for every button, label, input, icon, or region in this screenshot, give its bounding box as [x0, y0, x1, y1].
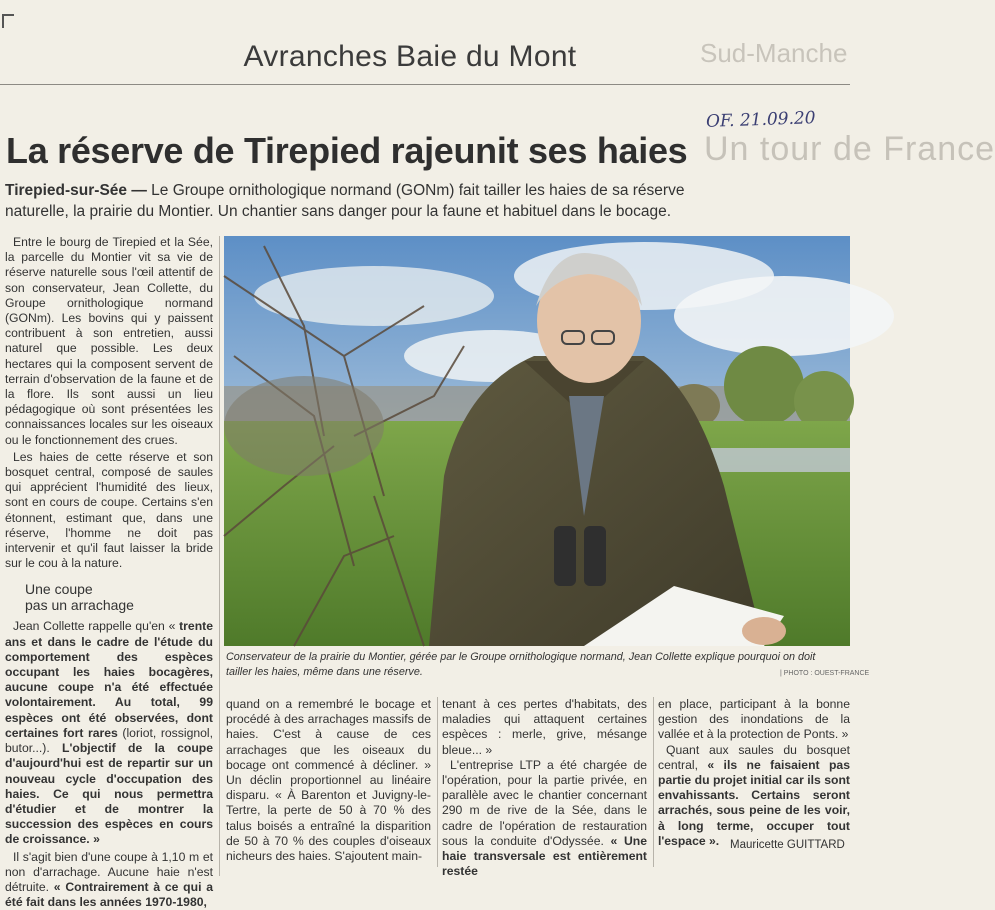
- tree: [724, 346, 804, 426]
- column-rule: [437, 697, 438, 867]
- article-column-2: [226, 697, 431, 864]
- photo-credit: | PHOTO : OUEST-FRANCE: [780, 670, 870, 677]
- binocular-right: [584, 526, 606, 586]
- bleed-through-headline: Un tour de France: [704, 130, 995, 168]
- article-deck: [5, 180, 745, 222]
- paragraph: quand on a remembré le bocage et procédé à des arrachages massifs de haies. C'est à cause de ces arrachages que les oiseaux du bocage ont commencé à décliner. » Un déclin proportionnel au linéaire disparu. « À Barenton et Juvigny-le-Tertre, la perte de 50 à 70 % des talus boisés a entraîné la disparition de 50 à 70 % des couples d'oiseaux nicheurs des haies. S'ajoutent main-: [226, 697, 431, 864]
- paragraph: [442, 758, 647, 880]
- section-title: Avranches Baie du Mont: [243, 40, 577, 73]
- quote-run: « Une haie transversale est entièrement restée: [442, 833, 647, 879]
- handwritten-date-annotation: OF. 21.09.20: [705, 108, 816, 132]
- paragraph: Entre le bourg de Tirepied et la Sée, la parcelle du Montier vit sa vie de réserve naturelle sous l'œil attentif de son conservateur, Jean Collette, du Groupe ornithologique normand (GONm). Les bovins qui y paissent contribuent à son entretien, aussi naturel que possible. Les deux hectares qui la composent servent de terrain d'observation de la faune et de la flore. Ils sont aussi un lieu pédagogique où sont présentées les connaissances locales sur les oiseaux ou le fonctionnement des crues.: [5, 235, 213, 447]
- quote-run: trente ans et dans le cadre de l'étude du comportement des espèces occupant les haies bocagères, aucune coupe n'a été effectuée volontairement. Au total, 99 espèces ont été observées, dont certaines fort rares: [5, 619, 213, 740]
- binocular-left: [554, 526, 576, 586]
- quote-run: L'objectif de la coupe d'aujourd'hui est de repartir sur un nouveau cycle d'occupation des haies. Ce qui nous permettra d'étudier et de montrer la succession des espèces en cours de croissance. »: [5, 741, 213, 847]
- paragraph: en place, participant à la bonne gestion des inondations de la vallée et à la protection de Ponts. »: [658, 697, 850, 742]
- article-photo: [224, 236, 850, 646]
- article-column-4: [658, 697, 850, 849]
- paragraph: tenant à ces pertes d'habitats, des maladies qui attaquent certaines espèces : merle, grive, mésange bleue... »: [442, 697, 647, 757]
- column-rule: [219, 236, 220, 876]
- shrub: [224, 376, 384, 476]
- quote-run: « ils ne faisaient pas partie du projet initial car ils sont envahissants. Certains seront arrachés, sous peine de les voir, à long terme, occuper tout l'espace ».: [658, 757, 850, 848]
- deck-dateline: Tirepied-sur-Sée —: [5, 182, 147, 199]
- section-divider: [0, 84, 850, 85]
- subheading: [25, 581, 213, 613]
- deck-text: Le Groupe ornithologique normand (GONm) fait tailler les haies de sa réserve naturelle, la prairie du Montier. Un chantier sans danger pour la faune et habituel dans le bocage.: [5, 182, 685, 220]
- photo-caption: [226, 650, 850, 680]
- text-run: L'entreprise LTP a été chargée de l'opération, pour la partie privée, en parallèle avec le chantier concernant 290 m de rive de la Sée, dans le cadre de l'opération de restauration sous la conduite d'Odyssée.: [442, 757, 647, 848]
- caption-line-2: tailler les haies, même dans une réserve.: [226, 666, 423, 678]
- photo-illustration: [224, 236, 850, 646]
- paragraph: [5, 619, 213, 847]
- quote-run: « Contrairement à ce qui a été fait dans les années 1970-1980,: [5, 879, 213, 910]
- column-rule: [653, 697, 654, 867]
- paragraph: [658, 743, 850, 849]
- article-headline: La réserve de Tirepied rajeunit ses haies: [6, 130, 688, 171]
- paragraph: Les haies de cette réserve et son bosquet central, composé de saules qui apprécient l'humidité des lieux, sont en cours de coupe. Certains s'en étonnent, estimant que, dans une réserve, l'homme ne doit pas intervenir et qu'il faut laisser la bride sur le cou à la nature.: [5, 449, 213, 571]
- article-column-1: [5, 235, 213, 910]
- paragraph: [5, 850, 213, 910]
- text-run: Jean Collette rappelle qu'en «: [13, 619, 180, 634]
- cloud: [674, 276, 894, 356]
- author-signature: Mauricette GUITTARD: [730, 839, 845, 851]
- hand: [742, 617, 786, 645]
- text-run: Il s'agit bien d'une coupe à 1,10 m et non d'arrachage. Aucune haie n'est détruite.: [5, 849, 213, 894]
- article-column-3: [442, 697, 647, 879]
- bleed-through-heading: Sud-Manche: [700, 38, 848, 68]
- subheading-line-1: Une coupe: [25, 581, 93, 598]
- text-run: (loriot, rossignol, butor...).: [5, 725, 213, 756]
- caption-line-1: Conservateur de la prairie du Montier, gérée par le Groupe ornithologique normand, Jean Collette explique pourquoi on doit: [226, 651, 816, 663]
- subheading-line-2: pas un arrachage: [25, 597, 134, 614]
- text-run: Quant aux saules du bosquet central,: [658, 742, 850, 772]
- crop-mark: [2, 14, 14, 28]
